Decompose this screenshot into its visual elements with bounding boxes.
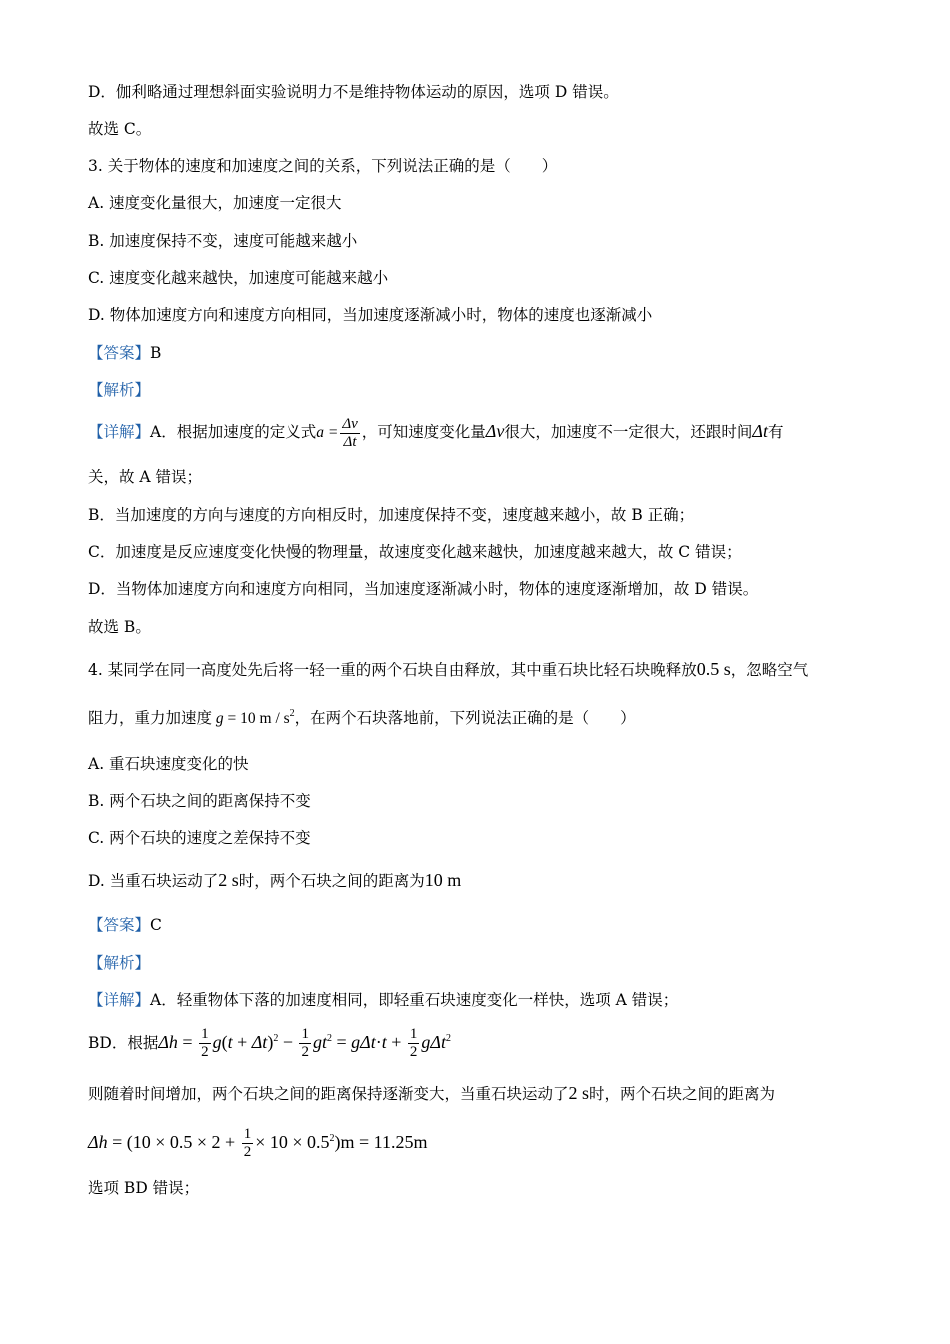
question-4-cont bbox=[88, 708, 890, 729]
option-d bbox=[88, 870, 890, 891]
text-line: D．当物体加速度方向和速度方向相同，当加速度逐渐减小时，物体的速度逐渐增加，故 D 错误。 bbox=[88, 580, 759, 598]
detail-text: 有 bbox=[767, 423, 784, 441]
text-line: 关，故 A 错误； bbox=[88, 468, 203, 486]
answer-value: C bbox=[150, 916, 162, 934]
formula-result bbox=[88, 1122, 890, 1163]
text-line: C．加速度是反应速度变化快慢的物理量，故速度变化越来越快，加速度越来越大，故 C 错误； bbox=[88, 543, 742, 561]
answer-tag: 【答案】 bbox=[88, 344, 151, 362]
answer-line bbox=[88, 343, 890, 363]
time-value: 0.5 s bbox=[696, 659, 731, 679]
text-line: D．伽利略通过理想斜面实验说明力不是维持物体运动的原因，选项 D 错误。 bbox=[88, 83, 619, 101]
question-text: ，忽略空气 bbox=[730, 661, 809, 679]
time-value: 2 s bbox=[218, 870, 239, 890]
time-value: 2 s bbox=[568, 1083, 590, 1103]
option-d: D. 物体加速度方向和速度方向相同，当加速度逐渐减小时，物体的速度也逐渐减小 bbox=[88, 306, 653, 324]
question-text: ，在两个石块落地前，下列说法正确的是（ ） bbox=[294, 709, 636, 727]
analysis-tag: 【解析】 bbox=[88, 381, 151, 399]
text-line bbox=[88, 1083, 890, 1104]
answer-value: B bbox=[150, 344, 162, 362]
answer-tag: 【答案】 bbox=[88, 916, 151, 934]
distance-value: 10 m bbox=[424, 870, 462, 890]
formula-lead: BD．根据 bbox=[88, 1034, 159, 1052]
text: 则随着时间增加，两个石块之间的距离保持逐渐变大，当重石块运动了 bbox=[88, 1085, 569, 1103]
question-3: 3. 关于物体的速度和加速度之间的关系，下列说法正确的是（ ） bbox=[88, 157, 558, 175]
option-text: D. 当重石块运动了 bbox=[88, 872, 219, 890]
formula-accel-def: a = $\frac{\Delta v}{\Delta t}$ bbox=[316, 415, 358, 450]
detail-text: A．根据加速度的定义式 bbox=[150, 423, 317, 441]
detail-text: ，可知速度变化量 bbox=[361, 423, 486, 441]
detail-tag: 【详解】 bbox=[88, 991, 151, 1009]
option-a: A. 速度变化量很大，加速度一定很大 bbox=[88, 194, 342, 212]
text-line: 故选 C。 bbox=[88, 120, 152, 138]
formula-g: g = 10 m / $s^2$ bbox=[212, 708, 295, 727]
option-b: B. 两个石块之间的距离保持不变 bbox=[88, 792, 311, 810]
question-4 bbox=[88, 659, 890, 680]
text-line: 故选 B。 bbox=[88, 618, 151, 636]
formula-line bbox=[88, 1024, 890, 1061]
text-line: B．当加速度的方向与速度的方向相反时，加速度保持不变，速度越来越小，故 B 正确； bbox=[88, 506, 695, 524]
option-c: C. 两个石块的速度之差保持不变 bbox=[88, 829, 311, 847]
analysis-tag: 【解析】 bbox=[88, 954, 151, 972]
detail-text: 很大，加速度不一定很大，还跟时间 bbox=[504, 423, 753, 441]
detail-line: 【详解】A．根据加速度的定义式a = $\frac{\Delta v}{\Delta t}$ ，可知速度变化量Δv很大，加速度不一定很大，还跟时间Δt有 bbox=[88, 415, 784, 450]
detail-tag: 【详解】 bbox=[88, 423, 151, 441]
detail-text: A．轻重物体下落的加速度相同，即轻重石块速度变化一样快，选项 A 错误； bbox=[150, 991, 679, 1009]
option-a: A. 重石块速度变化的快 bbox=[88, 755, 249, 773]
question-text: 4. 某同学在同一高度处先后将一轻一重的两个石块自由释放，其中重石块比轻石块晚释放 bbox=[88, 661, 697, 679]
result-value: = 11.25m bbox=[359, 1132, 428, 1152]
option-b: B. 加速度保持不变，速度可能越来越小 bbox=[88, 232, 358, 250]
option-text: 时，两个石块之间的距离为 bbox=[238, 872, 425, 890]
formula-delta-h-calc: Δh = (10 × 0.5 × 2 + $\frac{1}{2}$ × $10 \times 0.5^2)m$ bbox=[88, 1126, 359, 1161]
text: 时，两个石块之间的距离为 bbox=[589, 1085, 776, 1103]
text-line: 选项 BD 错误； bbox=[88, 1179, 200, 1197]
answer-line bbox=[88, 915, 890, 935]
option-c: C. 速度变化越来越快，加速度可能越来越小 bbox=[88, 269, 389, 287]
question-text: 阻力，重力加速度 bbox=[88, 709, 213, 727]
formula-delta-h: Δh = $\frac{1}{2}$ $g(t + \Delta t)^2$ − $\frac{1}{2}$ $gt^2 = g\Delta t\cdot t$ + $\frac{1}{2}$ gΔt$^2$ bbox=[158, 1026, 451, 1061]
detail-line bbox=[88, 990, 890, 1010]
